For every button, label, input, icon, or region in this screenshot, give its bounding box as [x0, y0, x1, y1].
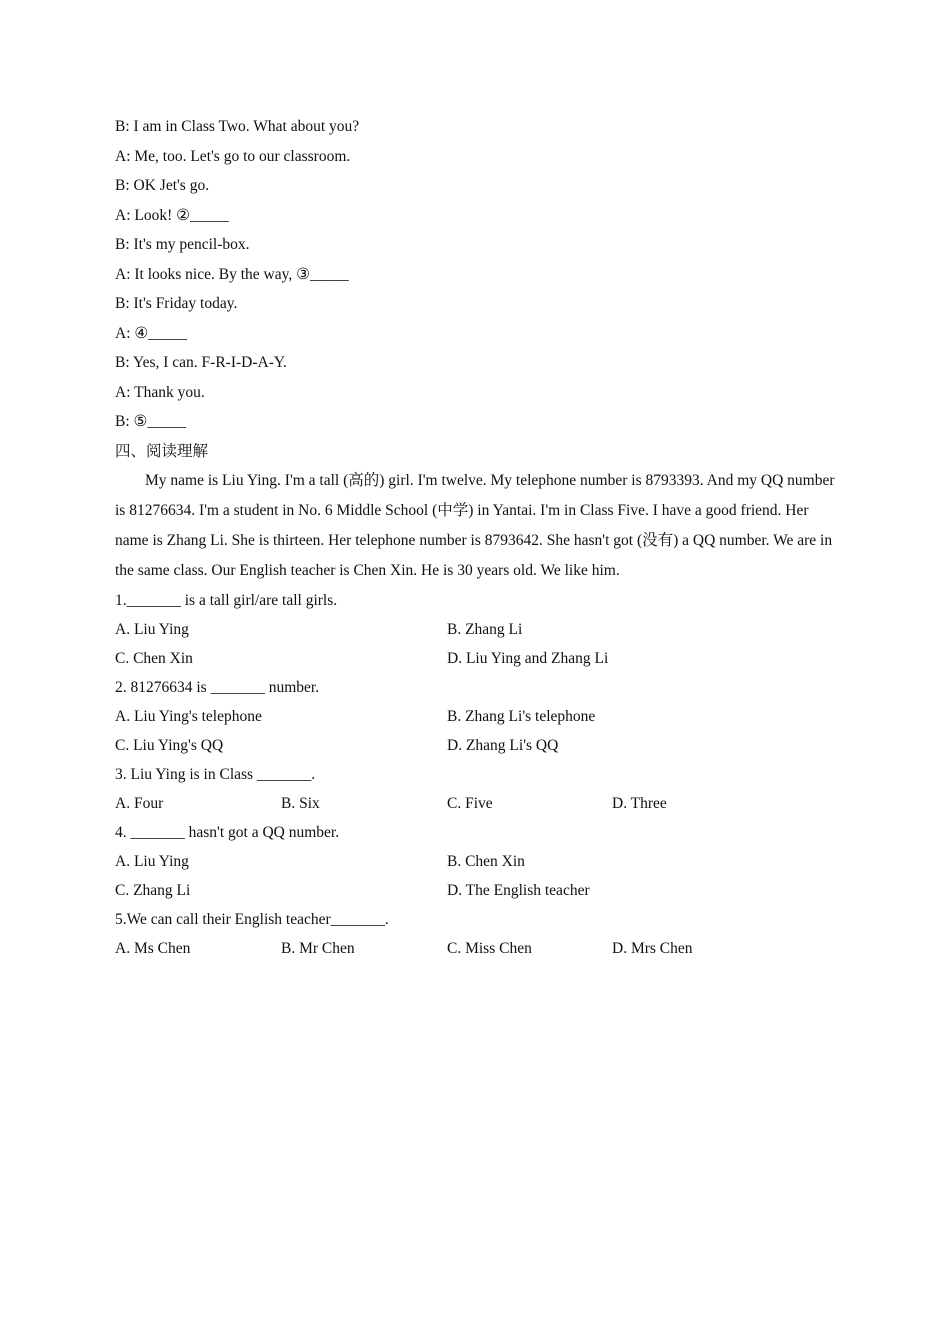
dialogue-line: B: ⑤_____ — [115, 413, 187, 430]
question-stem: 1._______ is a tall girl/are tall girls. — [115, 592, 338, 609]
option-a: A. Four — [115, 795, 164, 812]
option-c: C. Miss Chen — [447, 940, 532, 957]
option-b: B. Six — [281, 795, 320, 812]
question-stem: 4. _______ hasn't got a QQ number. — [115, 824, 340, 841]
dialogue-line: A: Me, too. Let's go to our classroom. — [115, 147, 351, 165]
option-c: C. Liu Ying's QQ — [115, 737, 224, 754]
option-row — [115, 731, 840, 760]
dialogue-line: B: OK Jet's go. — [115, 177, 210, 194]
section-title: 四、阅读理解 — [115, 442, 209, 460]
question-stem: 2. 81276634 is _______ number. — [115, 679, 320, 696]
dialogue — [115, 112, 840, 437]
question-5 — [115, 905, 840, 963]
dialogue-line: A: It looks nice. By the way, ③_____ — [115, 265, 349, 283]
option-a: A. Liu Ying — [115, 621, 189, 638]
question-3 — [115, 760, 840, 818]
question-4 — [115, 818, 840, 905]
option-d: D. Mrs Chen — [612, 940, 693, 957]
dialogue-line: B: It's my pencil-box. — [115, 236, 250, 253]
option-a: A. Liu Ying's telephone — [115, 708, 262, 725]
question-1 — [115, 586, 840, 673]
dialogue-line: B: Yes, I can. F-R-I-D-A-Y. — [115, 354, 287, 371]
option-a: A. Liu Ying — [115, 853, 189, 870]
document-page — [115, 112, 840, 963]
option-d: D. Zhang Li's QQ — [447, 737, 559, 754]
question-2 — [115, 673, 840, 760]
option-row — [115, 876, 840, 905]
reading-passage: My name is Liu Ying. I'm a tall (高的) girl. I'm twelve. My telephone number is 8793393. And my QQ number is 81276634. I'm a student in No. 6 Middle School (中学) in Yantai. I'm in Class Five. I have a good friend. Her name is Zhang Li. She is thirteen. Her telephone number is 8793642. She hasn't got (没有) a QQ number. We are in the same class. Our English teacher is Chen Xin. He is 30 years old. We like him. — [115, 472, 835, 579]
dialogue-line: B: I am in Class Two. What about you? — [115, 118, 360, 135]
option-d: D. The English teacher — [447, 882, 590, 899]
dialogue-line: A: ④_____ — [115, 324, 188, 342]
option-row — [115, 934, 840, 963]
dialogue-line: A: Look! ②_____ — [115, 206, 229, 224]
option-b: B. Zhang Li's telephone — [447, 708, 596, 725]
option-row — [115, 702, 840, 731]
option-d: D. Liu Ying and Zhang Li — [447, 650, 609, 667]
option-d: D. Three — [612, 795, 667, 812]
question-stem: 5.We can call their English teacher_______. — [115, 911, 389, 928]
dialogue-line: A: Thank you. — [115, 383, 205, 401]
option-c: C. Five — [447, 795, 493, 812]
option-c: C. Zhang Li — [115, 882, 191, 899]
option-row — [115, 615, 840, 644]
option-b: B. Zhang Li — [447, 621, 523, 638]
dialogue-line: B: It's Friday today. — [115, 295, 238, 312]
option-b: B. Mr Chen — [281, 940, 355, 957]
option-a: A. Ms Chen — [115, 940, 191, 957]
option-row — [115, 847, 840, 876]
option-b: B. Chen Xin — [447, 853, 525, 870]
option-c: C. Chen Xin — [115, 650, 193, 667]
option-row — [115, 789, 840, 818]
question-stem: 3. Liu Ying is in Class _______. — [115, 766, 316, 783]
option-row — [115, 644, 840, 673]
